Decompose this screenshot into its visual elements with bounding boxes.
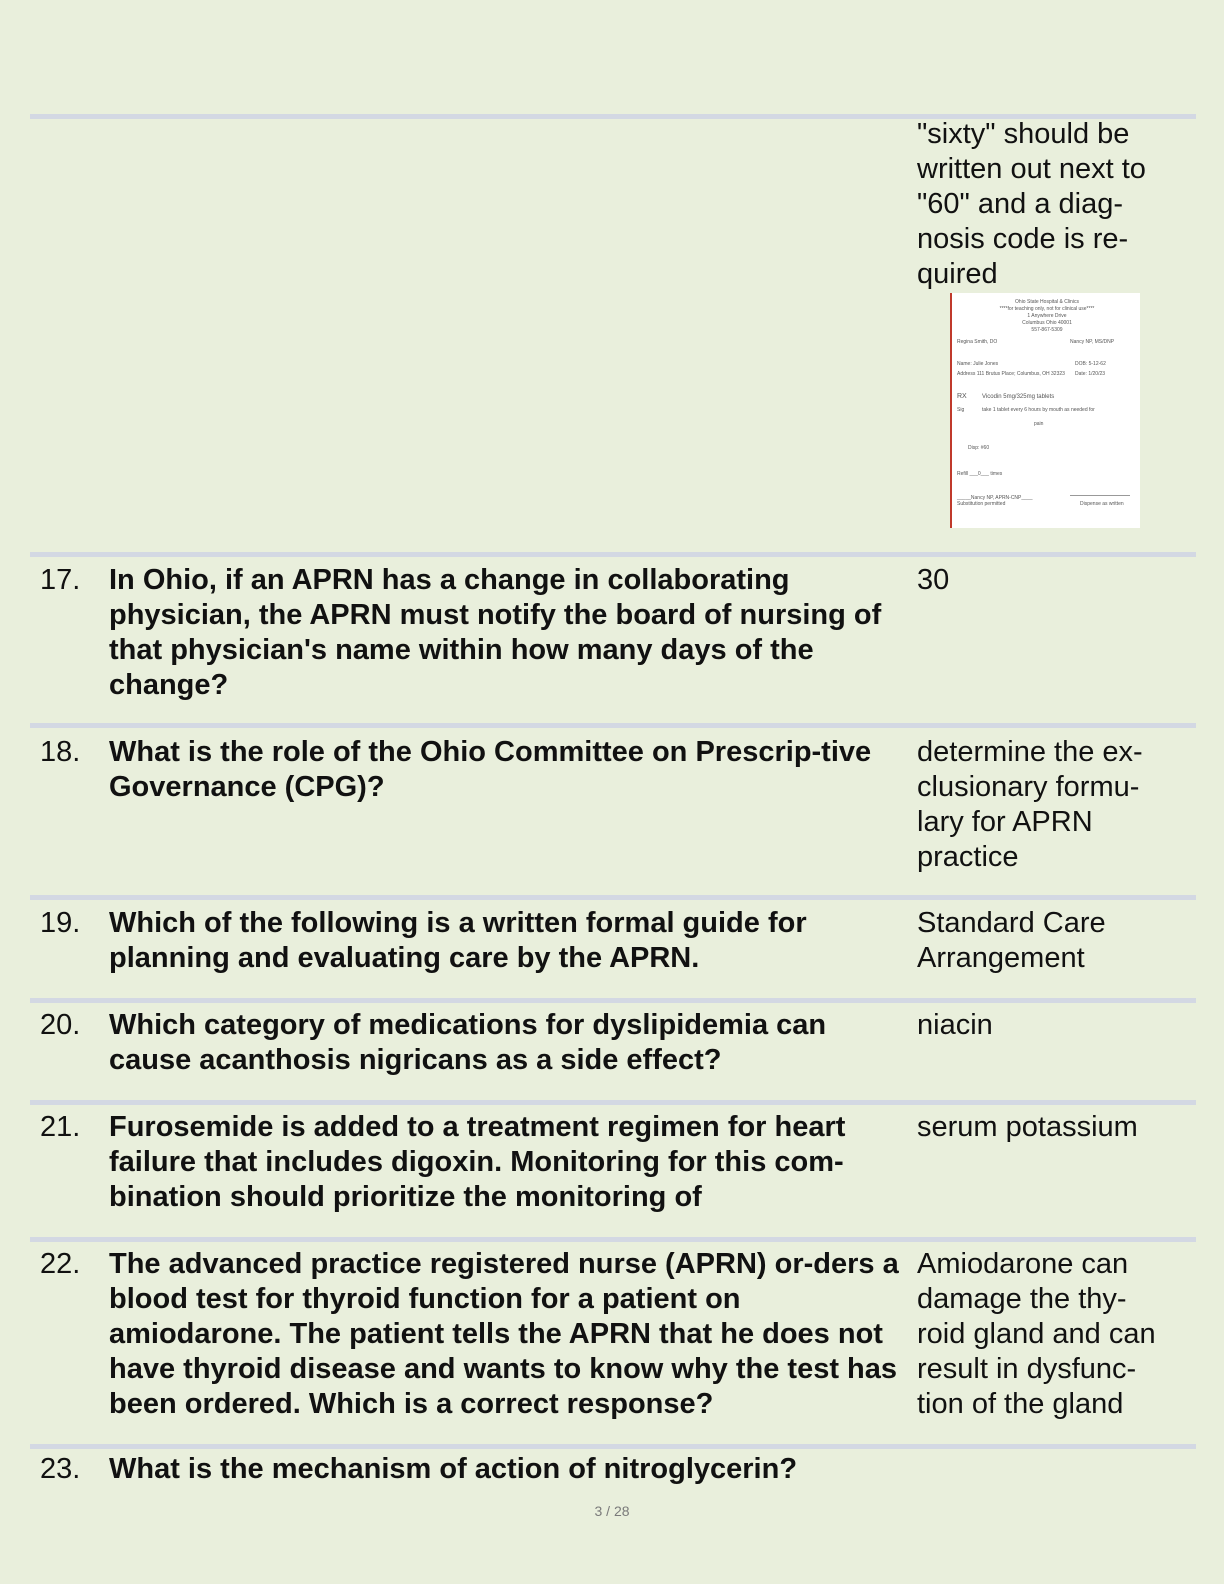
rx-signature-line [1070,495,1130,496]
answer-text: Standard Care Arrangement [917,907,1106,974]
rx-refill: Refill ___0___ times [957,471,1003,477]
row-divider [30,552,1196,557]
question-number: 19. [40,907,81,939]
rx-dispense-as-written: Dispense as written [1080,501,1124,507]
question-text: Which of the following is a written formal guide for planning and evaluating care by the APRN. [109,907,807,974]
rx-signature: _____Nancy NP, APRN-CNP____ [957,495,1033,501]
rx-patient-name: Name: Julie Jones [957,361,999,367]
question-text: What is the role of the Ohio Committee on Prescrip-tive Governance (CPG)? [109,736,872,803]
previous-answer: "sixty" should be written out next to "60" and a diag- nosis code is re- quired [917,118,1146,290]
question-number: 23. [40,1453,81,1485]
rx-header-line: ****for teaching only, not for clinical use**** [999,306,1095,312]
answer-text: determine the ex- clusionary formu- lary for APRN practice [917,736,1143,873]
rx-dob: DOB: 5-12-62 [1075,361,1106,367]
rx-drug: Vicodin 5mg/325mg tablets [982,394,1055,400]
rx-dispense: Disp: #60 [968,445,990,451]
question-number: 20. [40,1009,81,1041]
rx-sig-text: take 1 tablet every 6 hours by mouth as needed for [982,407,1095,413]
rx-substitution-note: Substitution permitted [957,501,1006,507]
row-divider [30,1237,1196,1242]
question-number: 22. [40,1248,81,1280]
question-text: Furosemide is added to a treatment regimen for heart failure that includes digoxin. Monitoring for this com-bination should prioritize the monitoring of [109,1111,846,1213]
rx-prescriber-right: Nancy NP, MS/DNP [1070,339,1115,345]
answer-text: 30 [917,564,950,596]
question-number: 21. [40,1111,81,1143]
question-number: 18. [40,736,81,768]
question-number: 17. [40,564,81,596]
rx-header-line: Columbus Ohio 40001 [1022,320,1072,326]
answer-text: Amiodarone can damage the thy- roid gland and can result in dysfunc- tion of the gland [917,1248,1156,1420]
rx-header-line: Ohio State Hospital & Clinics [1015,299,1079,305]
row-divider [30,723,1196,728]
row-divider [30,1444,1196,1449]
prescription-image [950,293,1140,528]
answer-text: serum potassium [917,1111,1138,1143]
question-text: Which category of medications for dyslipidemia can cause acanthosis nigricans as a side effect? [109,1009,827,1076]
rx-sig-label: Sig [957,407,965,413]
question-text: The advanced practice registered nurse (APRN) or-ders a blood test for thyroid function for a patient on amiodarone. The patient tells the APRN that he does not have thyroid disease and wants to know why the test has been ordered. Which is a correct response? [109,1248,899,1420]
row-divider [30,998,1196,1003]
page-indicator: 3 / 28 [594,1503,630,1519]
rx-header-line: 557-867-5309 [1031,327,1063,333]
rx-address: Address 111 Brutus Place; Columbus, OH 32323 [957,371,1065,377]
row-divider [30,1100,1196,1105]
rx-sig-text-continued: pain [1034,421,1044,427]
row-divider [30,895,1196,900]
rx-date: Date: 1/20/23 [1075,371,1106,377]
rx-prescriber-left: Regina Smith, DO [957,339,998,345]
question-text: In Ohio, if an APRN has a change in collaborating physician, the APRN must notify the board of nursing of that physician's name within how many days of the change? [109,564,882,701]
rx-symbol: RX [957,393,967,400]
rx-header-line: 1 Anywhere Drive [1027,313,1067,319]
question-text: What is the mechanism of action of nitroglycerin? [109,1453,798,1485]
answer-text: niacin [917,1009,993,1041]
